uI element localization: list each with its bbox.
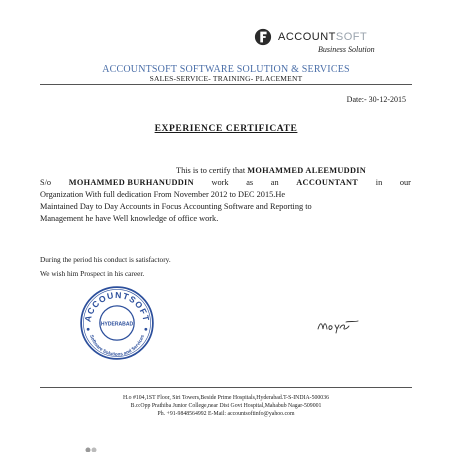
body-line-1	[176, 165, 366, 177]
conduct-statement: During the period his conduct is satisfactory.	[40, 255, 171, 264]
footer-contact-info: Ph. +91-9848564992 E-Mail: accountsoftinfo@yahoo.com	[157, 411, 295, 417]
body-line-3: Organization With full dedication From November 2012 to DEC 2015.He	[40, 190, 285, 199]
footer-branch-office-address: B.o:Opp Prathiba Junior College,near Dist Govt Hospital,Mahabub Nagar-509001	[130, 403, 322, 409]
company-name: ACCOUNTSOFT SOFTWARE SOLUTION & SERVICES	[102, 64, 350, 75]
word-an: an	[270, 178, 279, 187]
son-of-label: S/o	[40, 178, 52, 187]
body-line-5: Management he have Well knowledge of office work.	[40, 214, 219, 223]
employee-name: MOHAMMED ALEEMUDDIN	[247, 166, 367, 175]
designation: ACCOUNTANT	[296, 178, 359, 187]
logo-tagline: Business Solution	[318, 45, 375, 54]
certificate-title: EXPERIENCE CERTIFICATE	[154, 124, 298, 134]
father-name: MOHAMMED BURHANUDDIN	[68, 178, 194, 187]
seal-top-text: ACCOUNTSOFT	[82, 289, 152, 323]
body-line-2	[40, 177, 411, 189]
certificate-date: Date:- 30-12-2015	[346, 95, 406, 104]
company-logo	[254, 28, 404, 58]
logo-wordmark: ACCOUNTSOFT	[278, 31, 368, 43]
word-as: as	[246, 178, 254, 187]
wish-statement: We wish him Prospect in his career.	[40, 269, 145, 278]
body-line-4: Maintained Day to Day Accounts in Focus Accounting Software and Reporting to	[40, 202, 312, 211]
certify-intro: This is to certify that	[176, 166, 248, 175]
word-in: in	[375, 178, 383, 187]
logo-mark-icon	[254, 28, 272, 46]
footer-head-office-address: H.o #104,1ST Floor, Siri Towers,Beside Prime Hospitals,Hyderabad.T-S-INDIA-500036	[123, 395, 329, 401]
bottom-edge-mark	[84, 444, 102, 452]
word-work: work	[211, 178, 229, 187]
word-our: our	[399, 178, 411, 187]
logo-wordmark-faded: SOFT	[335, 31, 368, 43]
seal-bottom-text: Software Solutions and Services	[89, 334, 145, 357]
seal-center-text: HYDERABAD	[100, 321, 134, 328]
company-tagline: SALES-SERVICE- TRAINING- PLACEMENT	[149, 74, 303, 83]
header-divider	[40, 84, 412, 85]
company-seal-stamp	[78, 284, 156, 362]
handwritten-signature	[316, 316, 362, 336]
footer-divider	[40, 387, 412, 388]
